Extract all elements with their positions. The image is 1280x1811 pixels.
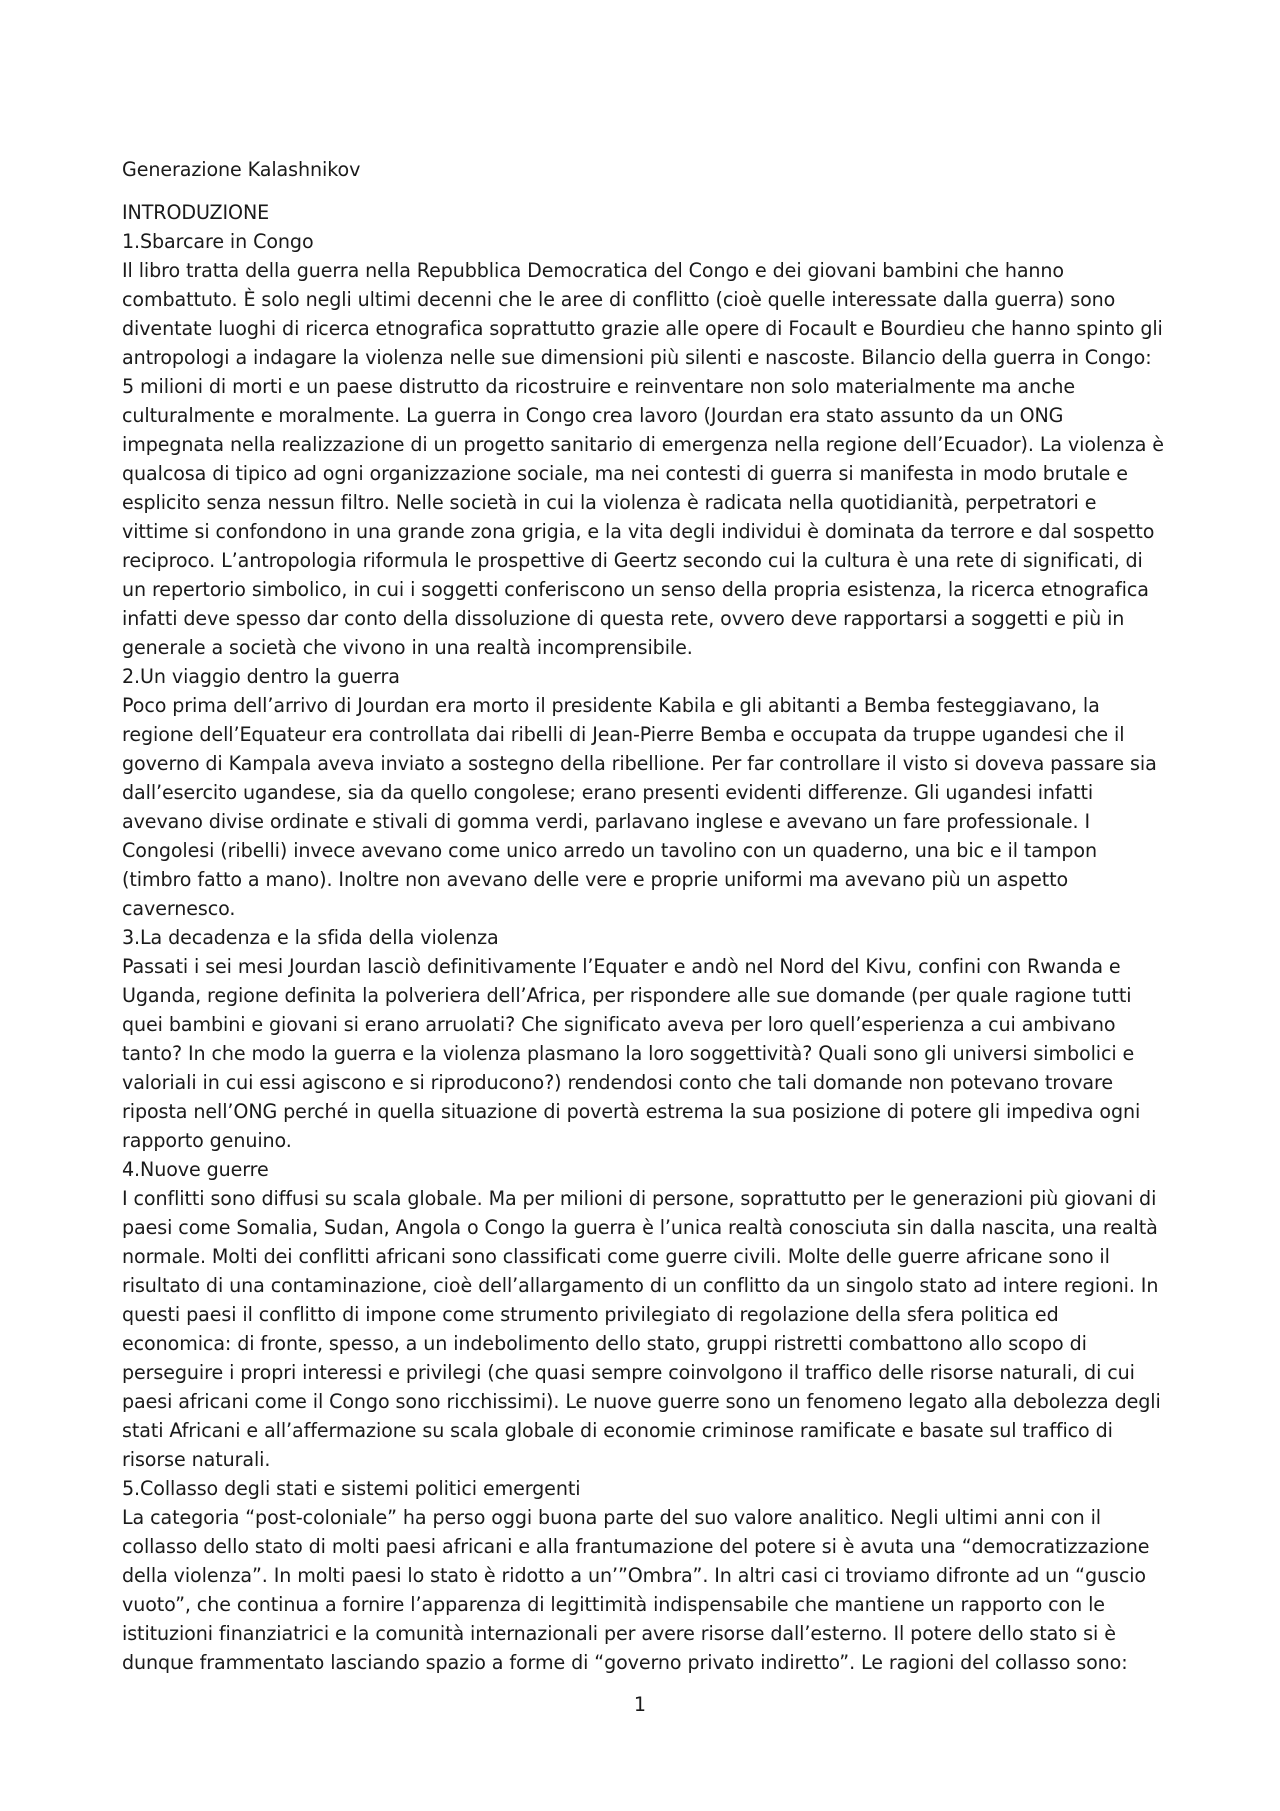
section-5: [122, 1474, 1167, 1677]
section-heading: 2.Un viaggio dentro la guerra: [122, 665, 400, 688]
section-heading: 3.La decadenza e la sfida della violenza: [122, 926, 499, 949]
section-body: La categoria “post-coloniale” ha perso oggi buona parte del suo valore analitico. Negli ultimi anni con il collasso dello stato di molti paesi africani e alla frantumazione del potere si è avuta una “democratizzazione della violenza”. In molti paesi lo stato è ridotto a un’”Ombra”. In altri casi ci troviamo difronte ad un “guscio vuoto”, che continua a fornire l’apparenza di legittimità indispensabile che mantiene un rapporto con le istituzioni finanziatrici e la comunità internazionali per avere risorse dall’esterno. Il potere dello stato si è dunque frammentato lasciando spazio a forme di “governo privato indiretto”. Le ragioni del collasso sono:: [122, 1506, 1150, 1674]
section-2: [122, 662, 1167, 923]
intro-heading: INTRODUZIONE: [122, 201, 270, 224]
section-heading: 4.Nuove guerre: [122, 1158, 269, 1181]
section-heading: 1.Sbarcare in Congo: [122, 230, 314, 253]
section-3: [122, 923, 1167, 1155]
document-title: Generazione Kalashnikov: [122, 158, 361, 181]
section-1: [122, 227, 1167, 662]
section-heading: 5.Collasso degli stati e sistemi politici emergenti: [122, 1477, 581, 1500]
section-body: I conflitti sono diffusi su scala globale. Ma per milioni di persone, soprattutto per le generazioni più giovani di paesi come Somalia, Sudan, Angola o Congo la guerra è l’unica realtà conosciuta sin dalla nascita, una realtà normale. Molti dei conflitti africani sono classificati come guerre civili. Molte delle guerre africane sono il risultato di una contaminazione, cioè dell’allargamento di un conflitto da un singolo stato ad intere regioni. In questi paesi il conflitto di impone come strumento privilegiato di regolazione della sfera politica ed economica: di fronte, spesso, a un indebolimento dello stato, gruppi ristretti combattono allo scopo di perseguire i propri interessi e privilegi (che quasi sempre coinvolgono il traffico delle risorse naturali, di cui paesi africani come il Congo sono ricchissimi). Le nuove guerre sono un fenomeno legato alla debolezza degli stati Africani e all’affermazione su scala globale di economie criminose ramificate e basate sul traffico di risorse naturali.: [122, 1187, 1161, 1471]
section-4: [122, 1155, 1167, 1474]
section-body: Passati i sei mesi Jourdan lasciò definitivamente l’Equater e andò nel Nord del Kivu, confini con Rwanda e Uganda, regione definita la polveriera dell’Africa, per rispondere alle sue domande (per quale ragione tutti quei bambini e giovani si erano arruolati? Che significato aveva per loro quell’esperienza a cui ambivano tanto? In che modo la guerra e la violenza plasmano la loro soggettività? Quali sono gli universi simbolici e valoriali in cui essi agiscono e si riproducono?) rendendosi conto che tali domande non potevano trovare riposta nell’ONG perché in quella situazione di povertà estrema la sua posizione di potere gli impediva ogni rapporto genuino.: [122, 955, 1141, 1152]
section-body: Poco prima dell’arrivo di Jourdan era morto il presidente Kabila e gli abitanti a Bemba festeggiavano, la regione dell’Equateur era controllata dai ribelli di Jean-Pierre Bemba e occupata da truppe ugandesi che il governo di Kampala aveva inviato a sostegno della ribellione. Per far controllare il visto si doveva passare sia dall’esercito ugandese, sia da quello congolese; erano presenti evidenti differenze. Gli ugandesi infatti avevano divise ordinate e stivali di gomma verdi, parlavano inglese e avevano un fare professionale. I Congolesi (ribelli) invece avevano come unico arredo un tavolino con un quaderno, una bic e il tampon (timbro fatto a mano). Inoltre non avevano delle vere e proprie uniformi ma avevano più un aspetto cavernesco.: [122, 694, 1157, 920]
section-body: Il libro tratta della guerra nella Repubblica Democratica del Congo e dei giovani bambini che hanno combattuto. È solo negli ultimi decenni che le aree di conflitto (cioè quelle interessate dalla guerra) sono diventate luoghi di ricerca etnografica soprattutto grazie alle opere di Focault e Bourdieu che hanno spinto gli antropologi a indagare la violenza nelle sue dimensioni più silenti e nascoste. Bilancio della guerra in Congo: 5 milioni di morti e un paese distrutto da ricostruire e reinventare non solo materialmente ma anche culturalmente e moralmente. La guerra in Congo crea lavoro (Jourdan era stato assunto da un ONG impegnata nella realizzazione di un progetto sanitario di emergenza nella regione dell’Ecuador). La violenza è qualcosa di tipico ad ogni organizzazione sociale, ma nei contesti di guerra si manifesta in modo brutale e esplicito senza nessun filtro. Nelle società in cui la violenza è radicata nella quotidianità, perpetratori e vittime si confondono in una grande zona grigia, e la vita degli individui è dominata da terrore e dal sospetto reciproco. L’antropologia riformula le prospettive di Geertz secondo cui la cultura è una rete di significati, di un repertorio simbolico, in cui i soggetti conferiscono un senso della propria esistenza, la ricerca etnografica infatti deve spesso dar conto della dissoluzione di questa rete, ovvero deve rapportarsi a soggetti e più in generale a società che vivono in una realtà incomprensibile.: [122, 259, 1164, 659]
page-number: 1: [633, 1693, 647, 1716]
document-content: [122, 155, 1167, 1677]
